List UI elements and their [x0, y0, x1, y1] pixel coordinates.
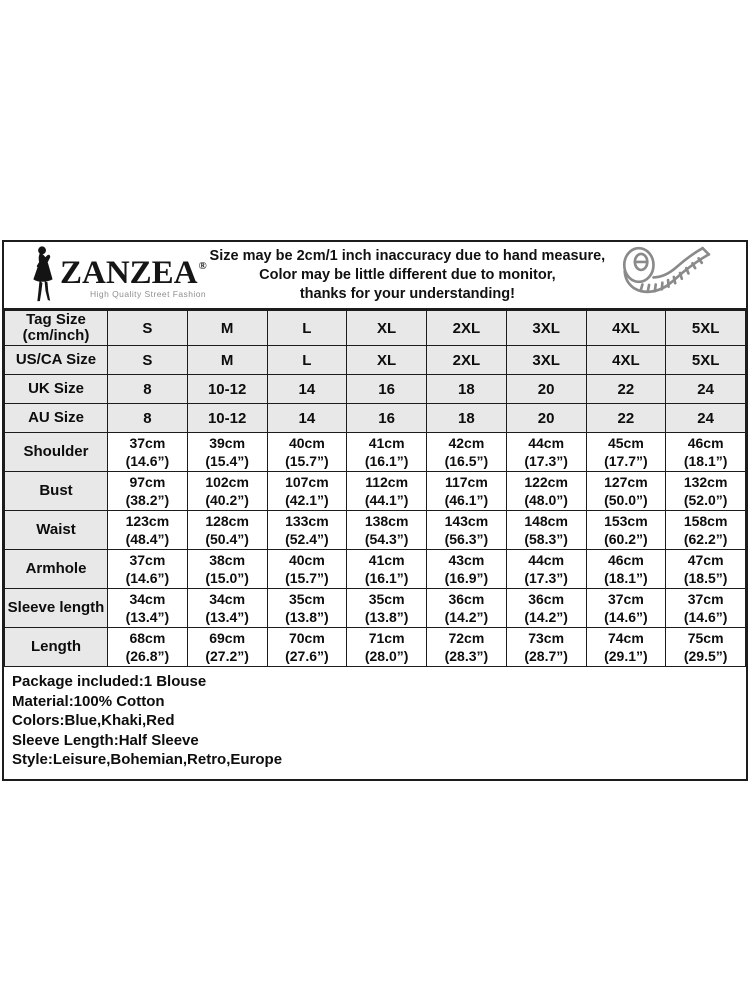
size-cell-line: 22	[617, 409, 635, 427]
disclaimer-line: Color may be little different due to monitor,	[259, 266, 556, 283]
size-cell	[586, 589, 666, 628]
size-cell	[267, 472, 347, 511]
size-cell-line: 34cm	[209, 590, 246, 607]
size-cell-line: (28.7”)	[524, 648, 568, 664]
brand-tagline: High Quality Street Fashion	[90, 289, 207, 299]
size-cell-line: 128cm	[205, 512, 249, 529]
size-cell-line: 2XL	[452, 351, 481, 369]
size-cell-line: (52.0”)	[683, 492, 728, 508]
size-cell-line: 148cm	[524, 512, 568, 529]
size-cell-line: (50.0”)	[604, 492, 648, 508]
size-cell-line: (18.1”)	[604, 570, 648, 586]
size-cell-line: 5XL	[691, 351, 720, 369]
size-cell-line: 138cm	[364, 512, 409, 529]
size-cell-line: 37cm	[129, 551, 166, 568]
size-cell-line: (29.5”)	[683, 648, 728, 664]
size-cell-line: 153cm	[604, 512, 648, 529]
row-label	[5, 628, 108, 667]
size-cell	[108, 404, 188, 433]
size-cell-line: 5XL	[691, 319, 720, 337]
size-cell	[586, 550, 666, 589]
size-cell-line: (15.7”)	[285, 570, 329, 586]
row-label-line: Sleeve length	[7, 599, 105, 616]
size-cell-line: 35cm	[368, 590, 405, 607]
size-cell-line: 71cm	[368, 629, 405, 646]
size-cell-line: (52.4”)	[285, 531, 329, 547]
size-cell-line: 8	[143, 409, 152, 427]
row-label-line: (cm/inch)	[22, 327, 90, 344]
size-cell	[506, 589, 586, 628]
size-cell-line: 122cm	[524, 473, 568, 490]
size-cell	[666, 375, 746, 404]
size-cell	[187, 589, 267, 628]
size-cell	[586, 404, 666, 433]
size-cell-line: (42.1”)	[285, 492, 329, 508]
size-cell	[666, 472, 746, 511]
size-cell	[347, 311, 427, 346]
size-cell-line: 97cm	[129, 473, 166, 490]
size-table	[4, 310, 746, 667]
disclaimer-line: thanks for your understanding!	[299, 285, 515, 302]
size-cell	[187, 375, 267, 404]
size-cell-line: 102cm	[205, 473, 249, 490]
size-cell-line: (16.9”)	[444, 570, 489, 586]
size-cell	[108, 628, 188, 667]
brand-logo	[30, 246, 207, 304]
size-cell-line: 123cm	[125, 512, 170, 529]
size-cell-line: (18.1”)	[683, 453, 728, 469]
row-label-line: US/CA Size	[15, 351, 97, 368]
woman-silhouette-icon	[30, 246, 60, 304]
row-label-line: UK Size	[28, 380, 84, 397]
size-cell	[187, 511, 267, 550]
size-cell-line: 117cm	[444, 473, 488, 490]
size-cell	[506, 550, 586, 589]
size-table-body	[5, 311, 746, 667]
row-label	[5, 433, 108, 472]
size-cell-line: (62.2”)	[683, 531, 728, 547]
size-cell-line: 10-12	[207, 380, 247, 398]
size-cell-line: M	[220, 351, 234, 369]
disclaimer-line: Size may be 2cm/1 inch inaccuracy due to hand measure,	[209, 247, 606, 264]
size-cell-line: 72cm	[448, 629, 485, 646]
size-cell-line: (48.0”)	[524, 492, 568, 508]
row-label-line: Tag Size	[26, 311, 86, 328]
table-row	[5, 433, 746, 472]
size-cell	[347, 511, 427, 550]
size-cell	[108, 346, 188, 375]
size-cell-line: 73cm	[528, 629, 565, 646]
size-cell	[267, 404, 347, 433]
row-label	[5, 472, 108, 511]
size-cell-line: L	[302, 351, 312, 369]
size-cell-line: 37cm	[687, 590, 724, 607]
size-cell-line: (17.3”)	[524, 453, 568, 469]
size-cell	[347, 375, 427, 404]
size-cell	[347, 433, 427, 472]
size-cell-line: (44.1”)	[364, 492, 409, 508]
row-label	[5, 511, 108, 550]
size-cell-line: (14.6”)	[604, 609, 648, 625]
row-label	[5, 404, 108, 433]
size-cell	[267, 550, 347, 589]
table-row	[5, 628, 746, 667]
size-cell-line: 37cm	[607, 590, 644, 607]
size-cell-line: 44cm	[528, 434, 565, 451]
size-cell-line: (15.7”)	[285, 453, 329, 469]
size-cell	[187, 628, 267, 667]
size-cell	[427, 589, 507, 628]
size-cell-line: 69cm	[209, 629, 246, 646]
size-cell	[347, 550, 427, 589]
size-cell	[586, 311, 666, 346]
size-cell	[108, 472, 188, 511]
size-cell	[108, 433, 188, 472]
size-cell	[108, 375, 188, 404]
size-cell-line: L	[302, 319, 312, 337]
size-cell-line: (27.6”)	[285, 648, 329, 664]
size-cell-line: 34cm	[129, 590, 166, 607]
size-cell	[427, 404, 507, 433]
size-cell	[586, 433, 666, 472]
size-cell-line: S	[142, 319, 153, 337]
size-cell-line: (27.2”)	[205, 648, 249, 664]
size-cell	[666, 589, 746, 628]
size-cell-line: 44cm	[528, 551, 565, 568]
table-row	[5, 404, 746, 433]
disclaimer	[207, 247, 614, 304]
size-cell-line: M	[220, 319, 234, 337]
size-cell	[108, 589, 188, 628]
size-cell-line: (13.4”)	[125, 609, 170, 625]
row-label	[5, 375, 108, 404]
size-cell	[427, 375, 507, 404]
size-cell-line: 3XL	[532, 319, 560, 337]
size-cell-line: XL	[377, 351, 397, 369]
size-cell	[187, 404, 267, 433]
measuring-tape-icon	[614, 242, 716, 309]
size-cell-line: 112cm	[365, 473, 409, 490]
size-cell	[267, 346, 347, 375]
size-cell	[427, 433, 507, 472]
size-cell-line: (15.0”)	[205, 570, 249, 586]
table-row	[5, 375, 746, 404]
size-cell	[427, 511, 507, 550]
size-cell-line: 14	[298, 380, 316, 398]
size-cell	[506, 375, 586, 404]
registered-mark: ®	[198, 260, 207, 272]
size-cell-line: (26.8”)	[125, 648, 170, 664]
size-cell-line: 36cm	[448, 590, 485, 607]
size-cell-line: 42cm	[448, 434, 485, 451]
size-cell-line: 4XL	[612, 351, 640, 369]
row-label-line: Armhole	[25, 560, 87, 577]
size-cell	[586, 511, 666, 550]
size-cell	[586, 472, 666, 511]
size-cell-line: 16	[378, 409, 395, 427]
size-cell	[347, 589, 427, 628]
size-cell-line: 36cm	[528, 590, 565, 607]
size-cell-line: 24	[697, 409, 714, 427]
row-label	[5, 311, 108, 346]
size-cell	[427, 550, 507, 589]
size-cell-line: 14	[298, 409, 316, 427]
size-cell-line: 4XL	[612, 319, 640, 337]
size-cell-line: 70cm	[288, 629, 325, 646]
size-cell-line: (28.0”)	[364, 648, 409, 664]
size-cell-line: (17.7”)	[604, 453, 648, 469]
size-cell-line: 37cm	[129, 434, 166, 451]
size-cell-line: 46cm	[607, 551, 644, 568]
size-cell-line: 18	[458, 409, 475, 427]
size-cell-line: (28.3”)	[444, 648, 489, 664]
size-cell	[187, 311, 267, 346]
size-cell	[347, 346, 427, 375]
size-cell-line: 40cm	[288, 551, 325, 568]
size-cell-line: 3XL	[532, 351, 560, 369]
table-row	[5, 511, 746, 550]
note-line: Package included:1 Blouse	[12, 673, 207, 690]
size-cell-line: (60.2”)	[604, 531, 648, 547]
size-cell	[586, 346, 666, 375]
size-cell-line: (29.1”)	[604, 648, 648, 664]
row-label	[5, 589, 108, 628]
size-cell-line: 8	[143, 380, 152, 398]
size-cell	[506, 511, 586, 550]
header-band	[4, 242, 746, 310]
table-row	[5, 550, 746, 589]
size-cell	[506, 472, 586, 511]
size-cell-line: 143cm	[444, 512, 489, 529]
size-cell-line: 24	[697, 380, 714, 398]
size-cell	[187, 346, 267, 375]
size-cell	[427, 628, 507, 667]
brand-name: ZANZEA®	[60, 255, 207, 291]
size-cell-line: (18.5”)	[683, 570, 728, 586]
row-label-line: Waist	[36, 521, 76, 538]
size-cell-line: XL	[377, 319, 397, 337]
size-cell	[267, 628, 347, 667]
size-cell-line: 40cm	[288, 434, 325, 451]
size-cell-line: (14.2”)	[524, 609, 568, 625]
size-cell	[586, 375, 666, 404]
size-cell-line: (56.3”)	[444, 531, 489, 547]
size-cell-line: 45cm	[607, 434, 644, 451]
note-line: Sleeve Length:Half Sleeve	[12, 731, 199, 749]
size-cell	[187, 550, 267, 589]
size-cell	[666, 511, 746, 550]
size-cell-line: (15.4”)	[205, 453, 249, 469]
row-label-line: Length	[31, 638, 81, 655]
size-cell	[666, 311, 746, 346]
size-cell-line: (46.1”)	[444, 492, 489, 508]
size-cell-line: (14.6”)	[125, 453, 170, 469]
size-cell-line: (17.3”)	[524, 570, 568, 586]
size-cell-line: 2XL	[452, 319, 481, 337]
size-cell	[108, 311, 188, 346]
size-cell-line: (54.3”)	[364, 531, 409, 547]
size-cell-line: (13.4”)	[205, 609, 249, 625]
size-cell-line: 18	[458, 380, 475, 398]
size-cell	[267, 311, 347, 346]
table-row	[5, 589, 746, 628]
size-cell-line: 107cm	[285, 473, 329, 490]
size-cell	[666, 628, 746, 667]
size-cell	[506, 346, 586, 375]
size-cell-line: (48.4”)	[125, 531, 170, 547]
size-cell-line: 75cm	[687, 629, 724, 646]
brand-text-block	[60, 251, 207, 299]
size-cell-line: 132cm	[683, 473, 728, 490]
size-cell	[666, 404, 746, 433]
size-cell	[267, 511, 347, 550]
size-chart-sheet	[2, 240, 748, 781]
size-cell-line: 127cm	[604, 473, 648, 490]
size-cell-line: S	[142, 351, 153, 369]
size-cell-line: 39cm	[209, 434, 246, 451]
size-cell	[506, 404, 586, 433]
size-cell	[666, 346, 746, 375]
size-cell-line: (14.6”)	[125, 570, 170, 586]
size-cell	[108, 511, 188, 550]
size-cell-line: (58.3”)	[524, 531, 568, 547]
size-cell-line: 68cm	[129, 629, 166, 646]
size-cell-line: (40.2”)	[205, 492, 249, 508]
size-cell-line: 38cm	[209, 551, 246, 568]
size-cell-line: (13.8”)	[364, 609, 409, 625]
size-cell-line: 10-12	[207, 409, 247, 427]
size-cell	[506, 311, 586, 346]
size-cell-line: (16.5”)	[444, 453, 489, 469]
size-cell-line: (50.4”)	[205, 531, 249, 547]
size-cell	[187, 433, 267, 472]
size-cell	[427, 311, 507, 346]
note-line: Style:Leisure,Bohemian,Retro,Europe	[12, 751, 283, 768]
size-cell-line: 16	[378, 380, 395, 398]
size-cell	[586, 628, 666, 667]
table-row	[5, 472, 746, 511]
size-cell	[267, 433, 347, 472]
size-cell-line: 20	[537, 380, 555, 398]
row-label	[5, 550, 108, 589]
size-cell	[267, 589, 347, 628]
size-cell-line: 158cm	[683, 512, 728, 529]
size-cell	[108, 550, 188, 589]
size-cell	[506, 433, 586, 472]
note-line: Colors:Blue,Khaki,Red	[12, 712, 175, 729]
size-cell-line: 22	[617, 380, 635, 398]
size-cell-line: 46cm	[687, 434, 724, 451]
row-label-line: AU Size	[28, 409, 84, 426]
size-cell-line: 43cm	[448, 551, 485, 568]
size-cell	[187, 472, 267, 511]
size-cell	[267, 375, 347, 404]
size-cell	[347, 472, 427, 511]
size-cell-line: (16.1”)	[364, 453, 409, 469]
size-cell-line: 41cm	[368, 551, 405, 568]
size-cell	[427, 472, 507, 511]
size-cell-line: 20	[537, 409, 555, 427]
table-row	[5, 346, 746, 375]
size-cell	[666, 433, 746, 472]
size-cell	[347, 404, 427, 433]
size-cell-line: (38.2”)	[125, 492, 170, 508]
size-cell	[506, 628, 586, 667]
size-cell-line: (13.8”)	[285, 609, 329, 625]
size-cell-line: (14.6”)	[683, 609, 728, 625]
size-cell-line: (14.2”)	[444, 609, 489, 625]
size-cell	[666, 550, 746, 589]
row-label	[5, 346, 108, 375]
size-cell-line: 35cm	[288, 590, 325, 607]
size-cell-line: 133cm	[285, 512, 329, 529]
note-line: Material:100% Cotton	[12, 692, 165, 710]
size-cell-line: 47cm	[687, 551, 724, 568]
table-row	[5, 311, 746, 346]
size-cell-line: (16.1”)	[364, 570, 409, 586]
row-label-line: Shoulder	[23, 443, 89, 460]
size-cell	[347, 628, 427, 667]
row-label-line: Bust	[39, 482, 73, 499]
size-cell-line: 41cm	[368, 434, 405, 451]
size-cell-line: 74cm	[607, 629, 644, 646]
size-cell	[427, 346, 507, 375]
product-notes	[4, 667, 746, 779]
